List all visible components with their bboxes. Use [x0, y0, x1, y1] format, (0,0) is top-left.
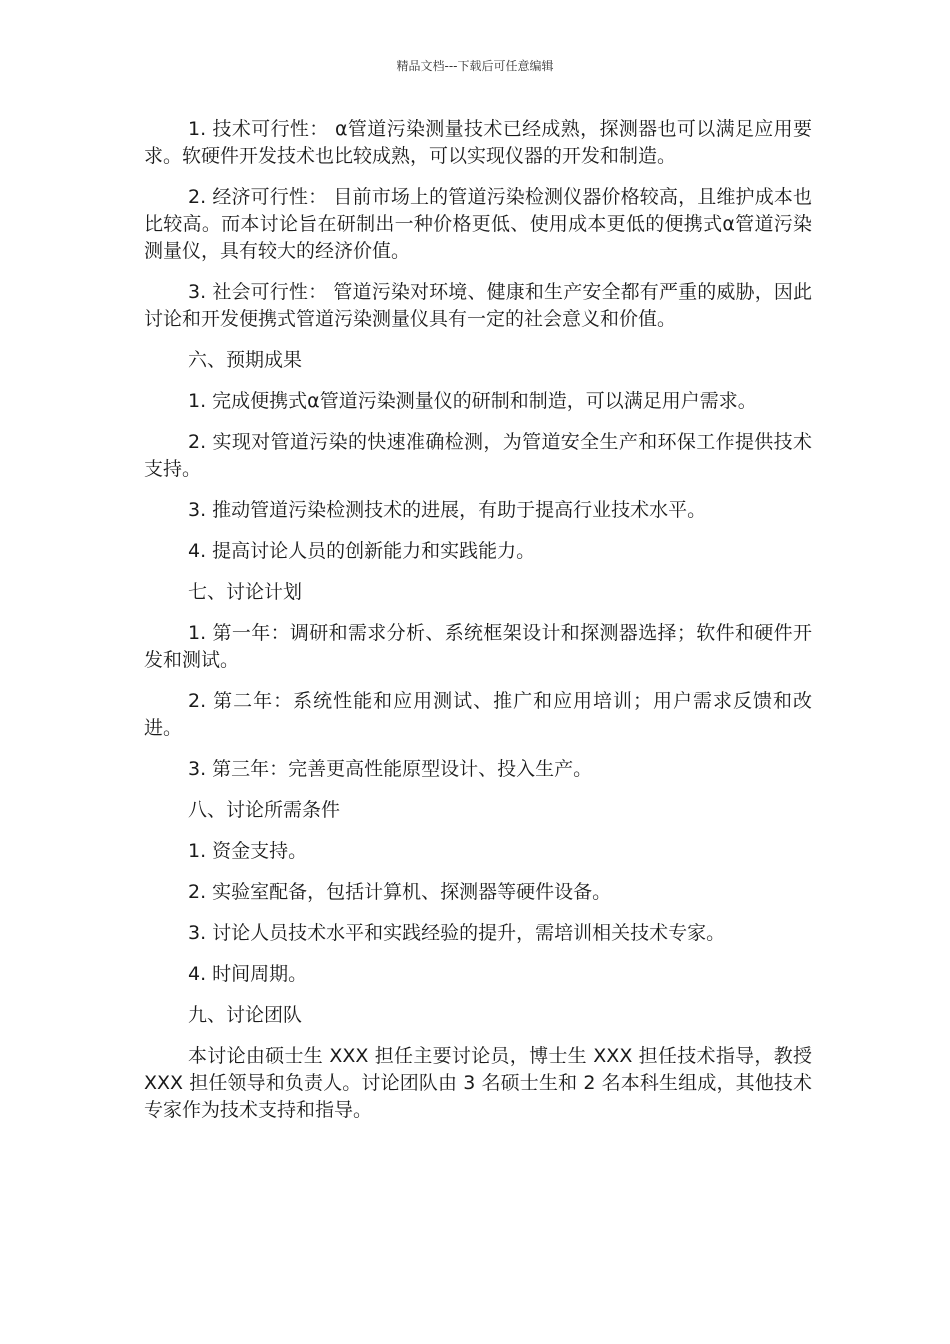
- plan-item-2: 2. 第二年：系统性能和应用测试、推广和应用培训；用户需求反馈和改进。: [144, 690, 812, 739]
- page-header: 精品文档---下载后可任意编辑: [396, 59, 554, 73]
- section-heading-expected-results: 六、预期成果: [188, 349, 303, 371]
- result-item-4: 4. 提高讨论人员的创新能力和实践能力。: [188, 540, 536, 562]
- feasibility-technical: 1. 技术可行性： α管道污染测量技术已经成熟，探测器也可以满足应用要求。软硬件开发技术也比较成熟，可以实现仪器的开发和制造。: [144, 118, 812, 167]
- condition-item-3: 3. 讨论人员技术水平和实践经验的提升，需培训相关技术专家。: [188, 922, 726, 944]
- result-item-1: 1. 完成便携式α管道污染测量仪的研制和制造，可以满足用户需求。: [188, 390, 757, 412]
- condition-item-1: 1. 资金支持。: [188, 840, 308, 862]
- document-body: [144, 116, 812, 1138]
- team-description: 本讨论由硕士生 XXX 担任主要讨论员，博士生 XXX 担任技术指导，教授 XXX 担任领导和负责人。讨论团队由 3 名硕士生和 2 名本科生组成，其他技术专家作为技术支持和指导。: [144, 1045, 812, 1121]
- section-heading-conditions: 八、讨论所需条件: [188, 799, 341, 821]
- condition-item-2: 2. 实验室配备，包括计算机、探测器等硬件设备。: [188, 881, 612, 903]
- section-heading-team: 九、讨论团队: [188, 1004, 303, 1026]
- condition-item-4: 4. 时间周期。: [188, 963, 308, 985]
- result-item-2: 2. 实现对管道污染的快速准确检测，为管道安全生产和环保工作提供技术支持。: [144, 431, 812, 480]
- plan-item-3: 3. 第三年：完善更高性能原型设计、投入生产。: [188, 758, 593, 780]
- feasibility-economic: 2. 经济可行性： 目前市场上的管道污染检测仪器价格较高，且维护成本也比较高。而本讨论旨在研制出一种价格更低、使用成本更低的便携式α管道污染测量仪，具有较大的经济价值。: [144, 186, 812, 262]
- result-item-3: 3. 推动管道污染检测技术的进展，有助于提高行业技术水平。: [188, 499, 707, 521]
- feasibility-social: 3. 社会可行性： 管道污染对环境、健康和生产安全都有严重的威胁，因此讨论和开发便携式管道污染测量仪具有一定的社会意义和价值。: [144, 281, 812, 330]
- plan-item-1: 1. 第一年：调研和需求分析、系统框架设计和探测器选择；软件和硬件开发和测试。: [144, 622, 812, 671]
- section-heading-plan: 七、讨论计划: [188, 581, 303, 603]
